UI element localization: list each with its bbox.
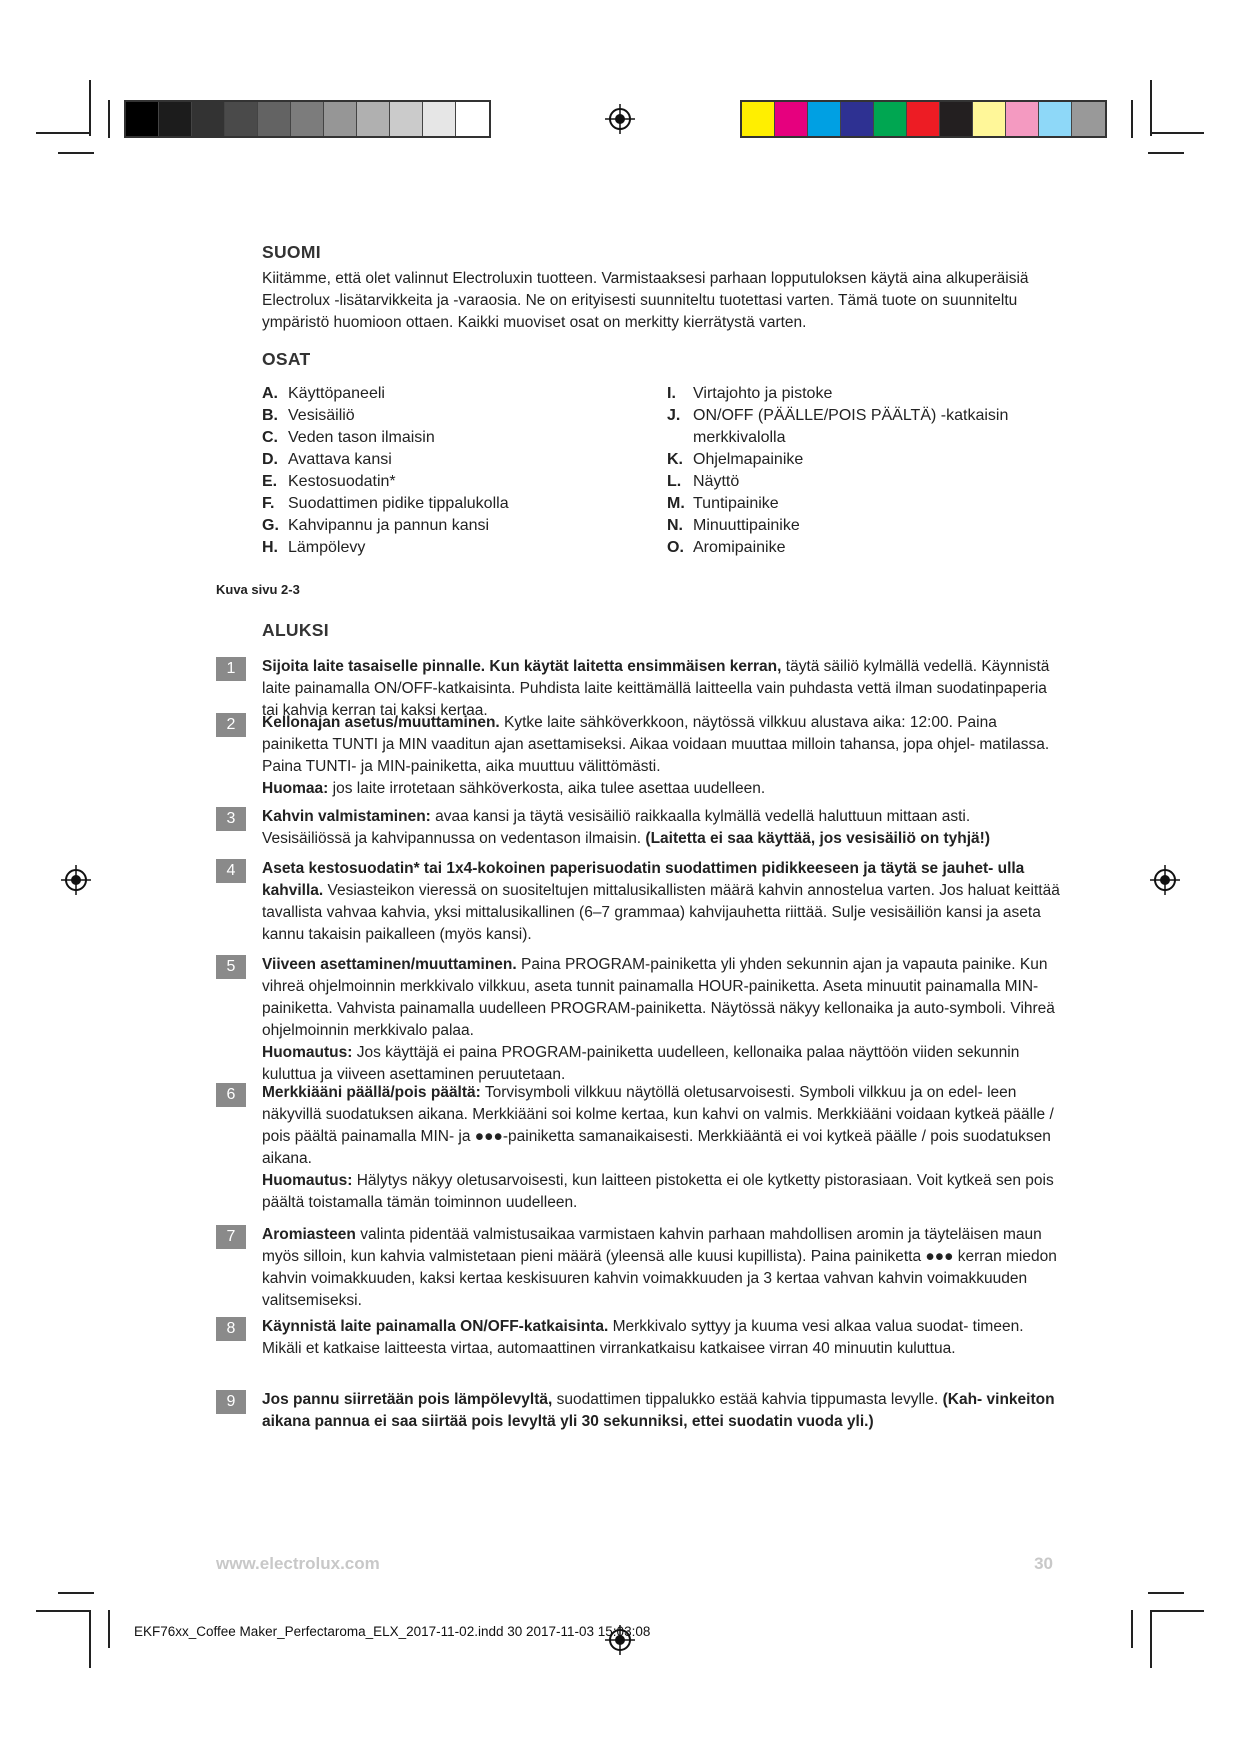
part-key: M. [667, 495, 685, 512]
part-label: Veden tason ilmaisin [288, 429, 435, 446]
step-text: Kahvin valmistaminen: avaa kansi ja täytä vesisäiliö raikkaalla kylmällä vedellä haluttuun mittaan asti. Vesisäiliössä ja kahvipannussa on vedentason ilmaisin. (Laitetta ei saa käyttää, jos vesisäiliö on tyhjä!) [262, 808, 990, 847]
part-label: Käyttöpaneeli [288, 385, 385, 402]
part-key: F. [262, 495, 275, 512]
color-swatch [808, 102, 841, 136]
color-swatch [423, 102, 456, 136]
crop-mark [89, 80, 91, 136]
step-number-badge: 4 [216, 859, 246, 883]
color-swatch [775, 102, 808, 136]
color-swatch [907, 102, 940, 136]
part-item [667, 405, 1027, 449]
color-swatch [973, 102, 1006, 136]
part-label: Vesisäiliö [288, 407, 355, 424]
registration-mark-icon [605, 104, 635, 134]
crop-mark [1150, 132, 1204, 134]
step-number-badge: 5 [216, 955, 246, 979]
crop-mark [1148, 152, 1184, 154]
part-item [262, 383, 642, 405]
crop-mark [58, 152, 94, 154]
print-slug: EKF76xx_Coffee Maker_Perfectaroma_ELX_2017-11-02.indd 30 2017-11-03 15:03:08 [134, 1624, 651, 1639]
color-swatch [940, 102, 973, 136]
step-text: Sijoita laite tasaiselle pinnalle. Kun käytät laitetta ensimmäisen kerran, täytä säiliö kylmällä vedellä. Käynnistä laite painamalla ON/OFF-katkaisinta. Puhdista laite keittämällä laitteella vain puhdasta vettä ilman suodatinpaperia tai kahvia kerran tai kaksi kertaa. [262, 658, 1050, 719]
color-swatch [324, 102, 357, 136]
parts-list-right [667, 383, 1027, 559]
part-item [667, 537, 1027, 559]
color-swatch [126, 102, 159, 136]
color-swatch [390, 102, 423, 136]
part-label: Minuuttipainike [693, 517, 800, 534]
crop-mark [36, 132, 90, 134]
color-swatch [841, 102, 874, 136]
crop-mark [1131, 1610, 1133, 1648]
part-key: A. [262, 385, 278, 402]
crop-mark [1148, 1592, 1184, 1594]
intro-paragraph: Kiitämme, että olet valinnut Electroluxin tuotteen. Varmistaaksesi parhaan lopputuloksen käytä aina alkuperäisiä Electrolux -lisätarvikkeita ja -varaosia. Ne on erityisesti suunniteltu tuotettasi varten. Tämä tuote on suunniteltu ympäristö huomioon ottaen. Kaikki muoviset osat on merkitty kierrätystä varten. [262, 270, 1029, 331]
color-swatch [192, 102, 225, 136]
part-item [667, 471, 1027, 493]
part-key: B. [262, 407, 278, 424]
part-key: L. [667, 473, 682, 490]
step-text: Aromiasteen valinta pidentää valmistusaikaa varmistaen kahvin parhaan mahdollisen aromin ja täyteläisen maun myös silloin, kun kahvia valmistetaan pieni määrä (yleensä alle kuusi kupillista). Paina painiketta ●●● kerran miedon kahvin voimakkuuden, kaksi kertaa keskisuuren kahvin voimakkuuden ja 3 kertaa vahvan kahvin voimakkuuden valitsemiseksi. [262, 1226, 1057, 1309]
step-text: Kellonajan asetus/muuttaminen. Kytke laite sähköverkkoon, näytössä vilkkuu alustava aika: 12:00. Paina painiketta TUNTI ja MIN vaaditun ajan asettamiseksi. Aikaa voidaan muuttaa milloin tahansa, jopa ohjel- matilassa. Paina TUNTI- ja MIN-painiketta, aika muuttuu välittömästi. Huomaa: jos laite irrotetaan sähköverkosta, aika tulee asettaa uudelleen. [262, 714, 1050, 797]
part-item [667, 449, 1027, 471]
part-key: O. [667, 539, 684, 556]
parts-list-left [262, 383, 642, 559]
crop-mark [1150, 1610, 1204, 1612]
part-key: D. [262, 451, 278, 468]
part-label: Ohjelmapainike [693, 451, 804, 468]
part-item [667, 493, 1027, 515]
part-label: Tuntipainike [693, 495, 779, 512]
section-heading-osat: OSAT [262, 349, 311, 369]
footer-url: www.electrolux.com [216, 1554, 380, 1573]
crop-mark [108, 1610, 110, 1648]
part-key: I. [667, 385, 676, 402]
part-label: Virtajohto ja pistoke [693, 385, 833, 402]
color-swatch [357, 102, 390, 136]
crop-mark [89, 1610, 91, 1668]
step-text: Jos pannu siirretään pois lämpölevyltä, suodattimen tippalukko estää kahvia tippumasta levylle. (Kah- vinkeiton aikana pannua ei saa siirtää pois levyltä yli 30 sekunniksi, ettei suodatin vuoda yli.) [262, 1391, 1055, 1430]
step-text: Aseta kestosuodatin* tai 1x4-kokoinen paperisuodatin suodattimen pidikkeeseen ja täytä se jauhet- ulla kahvilla. Vesiasteikon vieressä on suositeltujen mittalusikallisten määrä kahvin annostelua varten. Jos haluat keittää tavallista vahvaa kahvia, yksi mittalusikallinen (6–7 grammaa) kahvijauhetta riittää. Sulje vesisäiliön kansi ja aseta kannu takaisin paikalleen (myös kansi). [262, 860, 1060, 943]
part-item [262, 427, 642, 449]
color-swatch [159, 102, 192, 136]
part-key: K. [667, 451, 683, 468]
color-swatch [1006, 102, 1039, 136]
crop-mark [58, 1592, 94, 1594]
step-number-badge: 3 [216, 807, 246, 831]
step-text: Käynnistä laite painamalla ON/OFF-katkaisinta. Merkkivalo syttyy ja kuuma vesi alkaa valua suodat- timeen. Mikäli et katkaise laitteesta virtaa, automaattinen virrankatkaisu katkaisee virran 40 minuutin kuluttua. [262, 1318, 1024, 1357]
crop-mark [1131, 100, 1133, 138]
crop-mark [36, 1610, 90, 1612]
crop-mark [1150, 80, 1152, 136]
part-label: Näyttö [693, 473, 740, 490]
color-swatch [1039, 102, 1072, 136]
crop-mark [108, 100, 110, 138]
figure-reference: Kuva sivu 2-3 [216, 582, 300, 597]
section-heading-aluksi: ALUKSI [262, 620, 329, 640]
part-label: Aromipainike [693, 539, 786, 556]
step-number-badge: 7 [216, 1225, 246, 1249]
part-key: E. [262, 473, 278, 490]
grayscale-color-bar [124, 100, 491, 138]
registration-mark-icon [61, 865, 91, 895]
color-swatch [742, 102, 775, 136]
step-text: Viiveen asettaminen/muuttaminen. Paina PROGRAM-painiketta yli yhden sekunnin ajan ja vapauta painike. Kun vihreä ohjelmoinnin merkkivalo vilkkuu, aseta tunnit painamalla HOUR-painiketta. Aseta minuutit painamalla MIN-painiketta. Vahvista painamalla uudelleen PROGRAM-painiketta. Näytössä näkyy kellonaika ja auto-symboli. Vihreä ohjelmoinnin merkkivalo palaa. Huomautus: Jos käyttäjä ei paina PROGRAM-painiketta uudelleen, kellonaika palaa näyttöön viiden sekunnin kuluttua ja viiveen asettaminen peruutetaan. [262, 956, 1055, 1083]
step-number-badge: 1 [216, 657, 246, 681]
part-label: Suodattimen pidike tippalukolla [288, 495, 509, 512]
part-key: J. [667, 407, 681, 424]
part-key: H. [262, 539, 278, 556]
part-item [667, 515, 1027, 537]
part-item [262, 405, 642, 427]
section-heading-suomi: SUOMI [262, 242, 321, 262]
part-label: Avattava kansi [288, 451, 392, 468]
part-label: Kestosuodatin* [288, 473, 396, 490]
color-swatch [1072, 102, 1105, 136]
part-item [262, 537, 642, 559]
part-item [667, 383, 1027, 405]
color-swatch [225, 102, 258, 136]
step-number-badge: 8 [216, 1317, 246, 1341]
page-number: 30 [1034, 1554, 1053, 1573]
part-item [262, 471, 642, 493]
part-item [262, 449, 642, 471]
color-swatch [258, 102, 291, 136]
part-label: Kahvipannu ja pannun kansi [288, 517, 490, 534]
step-number-badge: 6 [216, 1083, 246, 1107]
crop-mark [1150, 1610, 1152, 1668]
process-color-bar [740, 100, 1107, 138]
color-swatch [291, 102, 324, 136]
part-label: Lämpölevy [288, 539, 366, 556]
color-swatch [456, 102, 489, 136]
color-swatch [874, 102, 907, 136]
part-key: G. [262, 517, 279, 534]
part-key: N. [667, 517, 683, 534]
step-number-badge: 2 [216, 713, 246, 737]
step-text: Merkkiääni päällä/pois päältä: Torvisymboli vilkkuu näytöllä oletusarvoisesti. Symboli vilkkuu ja on edel- leen näkyvillä suodatuksen aikana. Merkkiääni soi kolme kertaa, kun kahvi on valmis. Merkkiääni voidaan kytkeä päälle / pois päältä painamalla MIN- ja ●●●-painiketta samanaikaisesti. Merkkiääntä ei voi kytkeä päälle / pois suodatuksen aikana. Huomautus: Hälytys näkyy oletusarvoisesti, kun laitteen pistoketta ei ole kytketty pistorasiaan. Voit kytkeä sen pois päältä toistamalla tämän toiminnon uudelleen. [262, 1084, 1054, 1211]
part-item [262, 515, 642, 537]
step-number-badge: 9 [216, 1390, 246, 1414]
registration-mark-icon [1150, 865, 1180, 895]
part-label: ON/OFF (PÄÄLLE/POIS PÄÄLTÄ) -katkaisin merkkivalolla [693, 407, 1009, 446]
part-item [262, 493, 642, 515]
part-key: C. [262, 429, 278, 446]
